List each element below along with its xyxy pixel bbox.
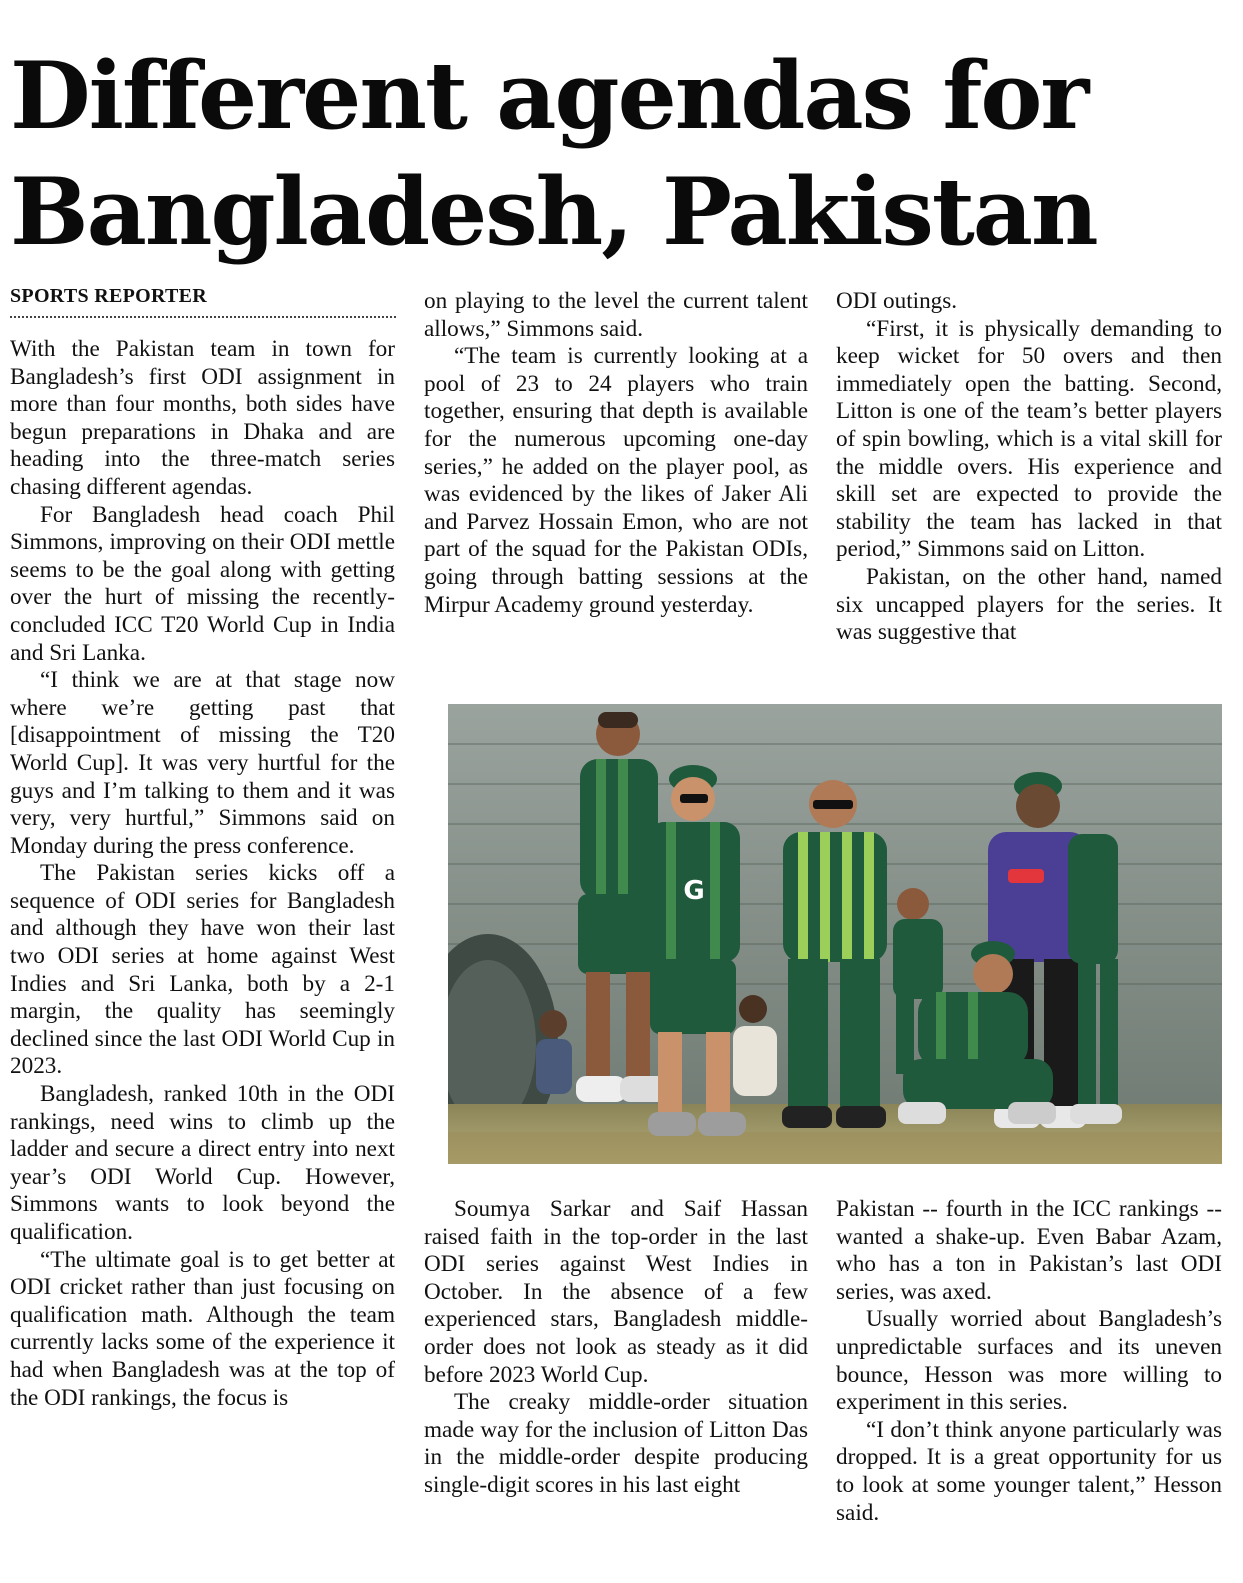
- paragraph: “First, it is physically demanding to keep wicket for 50 overs and then immediately open the batting. Second, Litton is one of the team’s better players of spin bowling, which is a vital skill for the middle overs. His experience and skill set are expected to provide the stability the team has lacked in that period,” Simmons said on Litton.: [836, 315, 1222, 563]
- article-column-3-bottom: [836, 1196, 1222, 1527]
- headline: Different agendas for Bangladesh, Pakistan: [10, 41, 1097, 266]
- paragraph: Pakistan, on the other hand, named six uncapped players for the series. It was suggestive that: [836, 563, 1222, 646]
- article-column-1: [10, 336, 395, 1412]
- article-column-2-bottom: [424, 1196, 808, 1500]
- paragraph: “I don’t think anyone particularly was dropped. It is a great opportunity for us to look at some younger talent,” Hesson said.: [836, 1416, 1222, 1526]
- paragraph: “The team is currently looking at a pool of 23 to 24 players who train together, ensuring that depth is available for the numerous upcoming one-day series,” he added on the player pool, as was evidenced by the likes of Jaker Ali and Parvez Hossain Emon, who are not part of the squad for the Pakistan ODIs, going through batting sessions at the Mirpur Academy ground yesterday.: [424, 343, 808, 618]
- paragraph: “I think we are at that stage now where we’re getting past that [disappointment of missing the T20 World Cup]. It was very hurtful for the guys and I’m talking to them and it was very, very hurtful,” Simmons said on Monday during the press conference.: [10, 667, 395, 859]
- paragraph: Bangladesh, ranked 10th in the ODI rankings, need wins to climb up the ladder and secure a direct entry into next year’s ODI World Cup. However, Simmons wants to look beyond the qualification.: [10, 1081, 395, 1245]
- paragraph: Soumya Sarkar and Saif Hassan raised faith in the top-order in the last ODI series against West Indies in October. In the absence of a few experienced stars, Bangladesh middle-order does not look as steady as it did before 2023 World Cup.: [424, 1196, 808, 1388]
- paragraph: With the Pakistan team in town for Bangladesh’s first ODI assignment in more than four months, both sides have begun preparations in Dhaka and are heading into the three-match series chasing different agendas.: [10, 336, 395, 500]
- article-column-2-top: [424, 288, 808, 619]
- paragraph: The creaky middle-order situation made way for the inclusion of Litton Das in the middle-order despite producing single-digit scores in his last eight: [424, 1389, 808, 1498]
- paragraph: The Pakistan series kicks off a sequence of ODI series for Bangladesh and although they have won their last two ODI series at home against West Indies and Sri Lanka, both by a 2-1 margin, the quality has seemingly declined since the last ODI World Cup in 2023.: [10, 860, 395, 1080]
- paragraph: For Bangladesh head coach Phil Simmons, improving on their ODI mettle seems to be the goal along with getting over the hurt of missing the recently-concluded ICC T20 World Cup in India and Sri Lanka.: [10, 501, 395, 666]
- training-photo: [448, 704, 1222, 1164]
- paragraph: ODI outings.: [836, 288, 958, 314]
- paragraph: “The ultimate goal is to get better at ODI cricket rather than just focusing on qualification math. Although the team currently lacks some of the experience it had when Bangladesh was at the top of the ODI rankings, the focus is: [10, 1246, 395, 1411]
- paragraph: Usually worried about Bangladesh’s unpredictable surfaces and its uneven bounce, Hesson was more willing to experiment in this series.: [836, 1306, 1222, 1416]
- byline: SPORTS REPORTER: [10, 284, 396, 318]
- paragraph: on playing to the level the current talent allows,” Simmons said.: [424, 288, 808, 342]
- jersey-logo: G: [683, 876, 705, 906]
- article-column-3-top: [836, 288, 1222, 647]
- paragraph: Pakistan -- fourth in the ICC rankings -- wanted a shake-up. Even Babar Azam, who has a ton in Pakistan’s last ODI series, was axed.: [836, 1196, 1222, 1305]
